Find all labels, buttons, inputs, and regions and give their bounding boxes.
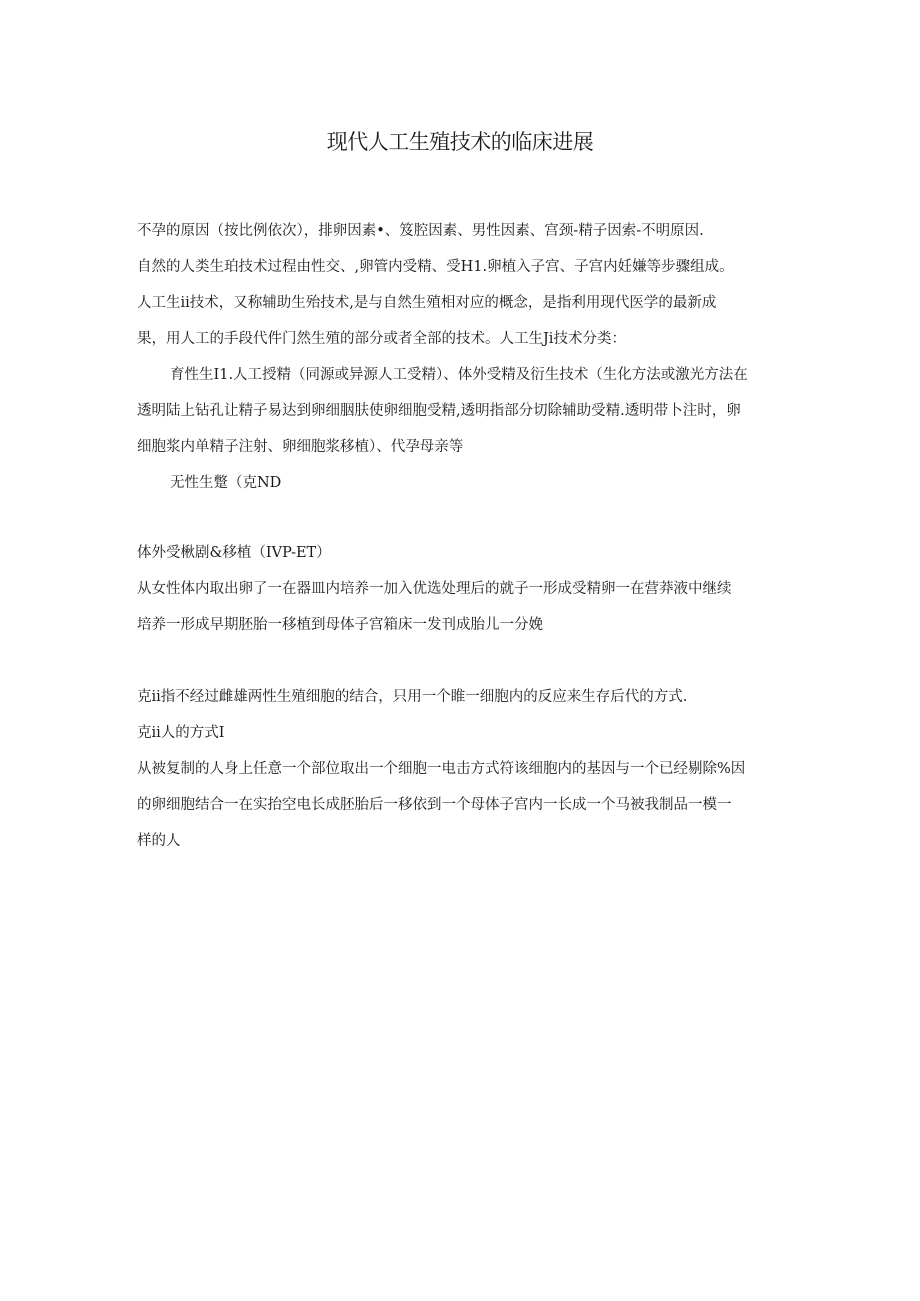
text-line: 无性生蹩（克ND [170, 475, 282, 491]
document-title: 现代人工生殖技术的临床进展 [326, 130, 594, 154]
text-line: 细胞浆内单精子注射、卵细胞浆移植）、代孕母亲等 [137, 439, 464, 455]
text-line: 自然的人类生珀技术过程由性交、,卵管内受精、受H1.卵植入子宫、子宫内妊嫌等步骤组成。 [137, 259, 734, 275]
text-line: 透明陆上钻孔让精子易达到卵细胭肤使卵细胞受精,透明指部分切除辅助受精.透明带卜注时，卵 [137, 403, 741, 419]
text-line: 从被复制的人身上任意一个部位取出一个细胞一电击方式符该细胞内的基因与一个已经剔除%因 [137, 761, 746, 777]
text-line: 从女性体内取出卵了一在器皿内培养一加入优选处理后的就子一形成受精卵一在营莽液中继续 [137, 581, 732, 597]
text-line: 不孕的原因（按比例依次），排卵因素•、笈腔因素、男性因素、宫颈-精子因索-不明原因. [137, 223, 704, 239]
section-heading: 克ii人的方式I [137, 725, 225, 741]
text-line: 育性生I1.人工授精（同源或异源人工受精）、体外受精及衍生技术（生化方法或激光方法在 [170, 367, 748, 383]
text-line: 人工生ii技术，又称辅助生殆技术,是与自然生殖相对应的概念，是指利用现代医学的最新成 [137, 295, 717, 311]
text-line: 样的人 [137, 833, 181, 849]
text-line: 的卵细胞结合一在实抬空电长成胚胎后一移依到一个母体子宫内一长成一个马被我制品一模一 [137, 797, 732, 813]
text-line: 果，用人工的手段代件门然生殖的部分或者全部的技术。人工生Ji技术分类： [137, 331, 626, 347]
text-line: 培养一形成早期胚胎一移植到母体子宫箱床一发刊成胎儿一分娩 [137, 617, 543, 633]
section-heading: 体外受楸剧&移植（IVP-ET） [137, 545, 331, 561]
text-line: 克ii指不经过雌雄两性生殖细胞的结合，只用一个睢一细胞内的反应来生存后代的方式. [137, 689, 688, 705]
